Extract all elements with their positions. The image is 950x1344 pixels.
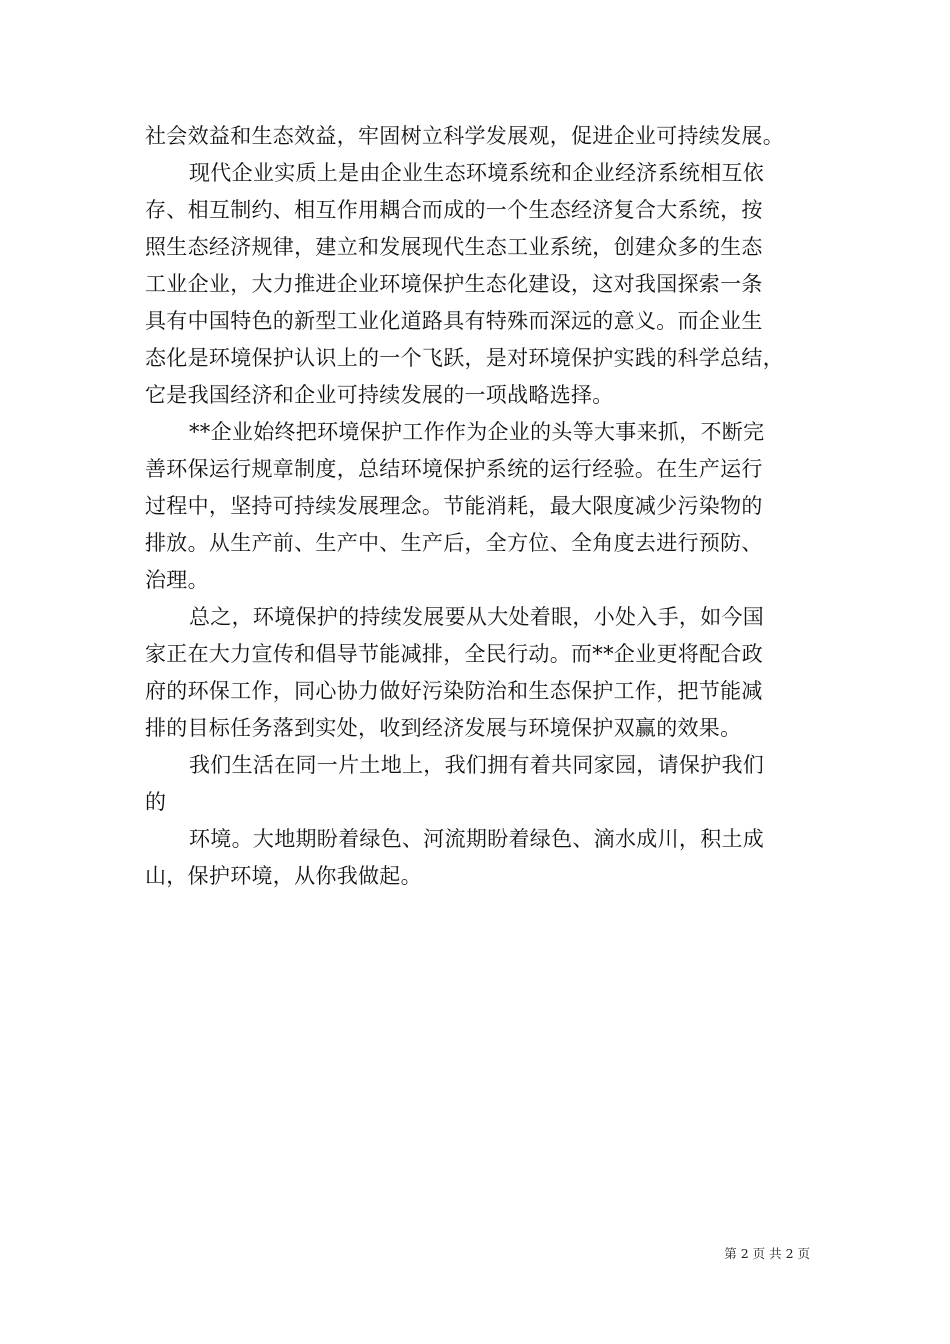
text-line: 环境。大地期盼着绿色、河流期盼着绿色、滴水成川，积土成 (189, 827, 765, 851)
text-line: 它是我国经济和企业可持续发展的一项战略选择。 (145, 383, 614, 407)
text-line: 现代企业实质上是由企业生态环境系统和企业经济系统相互依 (189, 161, 765, 185)
text-line: 照生态经济规律，建立和发展现代生态工业系统，创建众多的生态 (145, 235, 763, 259)
text-line: 山，保护环境，从你我做起。 (145, 864, 422, 888)
text-line: **企业始终把环境保护工作作为企业的头等大事来抓，不断完 (189, 420, 765, 444)
text-line: 态化是环境保护认识上的一个飞跃，是对环境保护实践的科学总结， (145, 346, 784, 370)
text-line: 治理。 (145, 568, 209, 592)
text-line: 我们生活在同一片土地上，我们拥有着共同家园，请保护我们 (189, 753, 765, 777)
document-body (145, 118, 815, 895)
text-line: 总之，环境保护的持续发展要从大处着眼，小处入手，如今国 (189, 605, 765, 629)
text-line: 过程中，坚持可持续发展理念。节能消耗，最大限度减少污染物的 (145, 494, 763, 518)
text-line: 排放。从生产前、生产中、生产后，全方位、全角度去进行预防、 (145, 531, 763, 555)
text-line: 府的环保工作，同心协力做好污染防治和生态保护工作，把节能减 (145, 679, 763, 703)
text-line: 排的目标任务落到实处，收到经济发展与环境保护双赢的效果。 (145, 716, 742, 740)
text-line: 存、相互制约、相互作用耦合而成的一个生态经济复合大系统，按 (145, 198, 763, 222)
text-line: 工业企业，大力推进企业环境保护生态化建设，这对我国探索一条 (145, 272, 763, 296)
page-number-footer: 第 2 页 共 2 页 (724, 1246, 810, 1261)
text-line: 具有中国特色的新型工业化道路具有特殊而深远的意义。而企业生 (145, 309, 763, 333)
text-line: 善环保运行规章制度，总结环境保护系统的运行经验。在生产运行 (145, 457, 763, 481)
text-line: 社会效益和生态效益，牢固树立科学发展观，促进企业可持续发展。 (145, 124, 784, 148)
text-line: 家正在大力宣传和倡导节能减排，全民行动。而**企业更将配合政 (145, 642, 763, 666)
text-line: 的 (145, 790, 167, 814)
